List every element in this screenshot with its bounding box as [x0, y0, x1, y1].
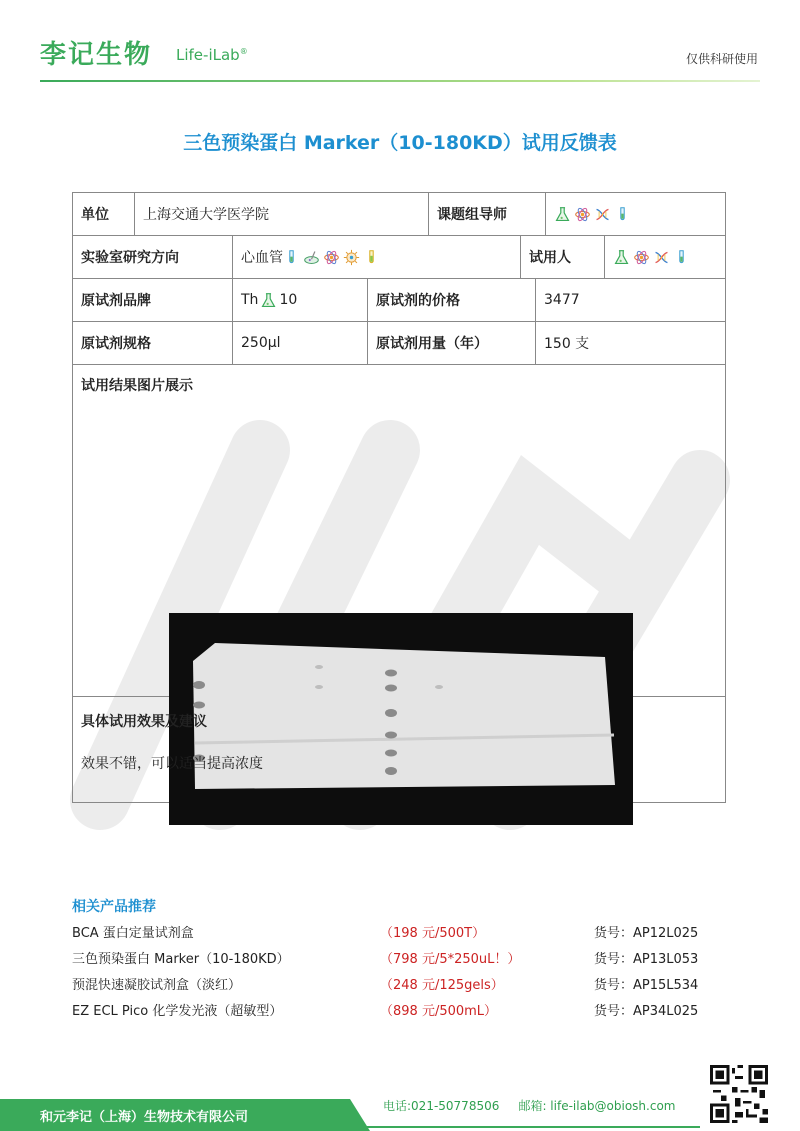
footer-contact: [383, 1097, 675, 1114]
product-code: 货号：AP34L025: [594, 1004, 699, 1019]
unit-label: 单位: [73, 193, 135, 235]
tester-redacted-icons: [613, 249, 690, 266]
product-price: （198 元/500T）: [380, 926, 486, 941]
product-item: [72, 948, 732, 970]
document-title: 三色预染蛋白 Marker（10-180KD）试用反馈表: [183, 132, 617, 154]
feedback-form-table: [72, 192, 726, 803]
spec-label: 原试剂规格: [73, 322, 233, 364]
product-item: [72, 922, 732, 944]
brand-name-cn: 李记生物: [40, 40, 153, 70]
advisor-redacted-icons: [554, 206, 631, 223]
row-brand: [73, 279, 725, 322]
result-image-label: 试用结果图片展示: [81, 378, 193, 394]
product-code: 货号：AP15L534: [594, 978, 699, 993]
flask-icon: [613, 249, 630, 266]
atom-icon: [633, 249, 650, 266]
product-price: （898 元/500mL）: [380, 1004, 498, 1019]
row-result-image: [73, 365, 725, 697]
row-feedback: [73, 697, 725, 802]
lab-direction-label: 实验室研究方向: [73, 236, 233, 278]
unit-value: 上海交通大学医学院: [135, 193, 429, 235]
product-price: （248 元/125gels）: [380, 978, 504, 993]
brand-value: Th 10: [233, 279, 368, 321]
footer-divider: [360, 1126, 700, 1128]
row-spec: [73, 322, 725, 365]
tester-label: 试用人: [521, 236, 605, 278]
petri-dish-icon: [303, 249, 320, 266]
brand-name-en: Life-iLab®: [176, 46, 248, 64]
test-tube-icon: [673, 249, 690, 266]
product-item: [72, 1000, 732, 1022]
recommend-title: 相关产品推荐: [72, 899, 156, 915]
product-item: [72, 974, 732, 996]
atom-icon: [574, 206, 591, 223]
test-tube-icon: [614, 206, 631, 223]
product-name: 三色预染蛋白 Marker（10-180KD）: [72, 952, 290, 967]
usage-value: 150 支: [544, 336, 590, 352]
research-use-note: 仅供科研使用: [685, 52, 758, 66]
dna-icon: [594, 206, 611, 223]
product-code: 货号：AP12L025: [594, 926, 699, 941]
feedback-value: 效果不错，可以适当提高浓度: [81, 756, 263, 772]
lab-direction-value: 心血管: [233, 236, 521, 278]
test-tube-icon: [283, 249, 300, 266]
row-unit: [73, 193, 725, 236]
test-tube-icon: [363, 249, 380, 266]
feedback-label: 具体试用效果及建议: [81, 714, 207, 730]
gear-virus-icon: [343, 249, 360, 266]
footer-email: 邮箱: life-ilab@obiosh.com: [518, 1099, 676, 1113]
product-name: EZ ECL Pico 化学发光液（超敏型）: [72, 1004, 283, 1019]
usage-label: 原试剂用量（年）: [368, 322, 536, 364]
price-value: 3477: [544, 292, 580, 308]
advisor-value: [546, 193, 725, 235]
brand-label: 原试剂品牌: [73, 279, 233, 321]
spec-value: 250μl: [233, 322, 368, 364]
footer-phone: 电话:021-50778506: [383, 1099, 500, 1113]
row-lab-direction: [73, 236, 725, 279]
flask-icon: [260, 292, 277, 309]
tester-value: [605, 236, 725, 278]
flask-icon: [554, 206, 571, 223]
product-price: （798 元/5*250uL！）: [380, 952, 521, 967]
footer-company: 和元李记（上海）生物技术有限公司: [40, 1110, 249, 1125]
qr-code-icon: [710, 1065, 768, 1123]
atom-icon: [323, 249, 340, 266]
product-name: 预混快速凝胶试剂盒（淡红）: [72, 978, 242, 993]
product-code: 货号：AP13L053: [594, 952, 699, 967]
product-name: BCA 蛋白定量试剂盒: [72, 926, 194, 941]
lab-direction-redacted-icons: [283, 249, 380, 266]
dna-icon: [653, 249, 670, 266]
header-divider: [40, 80, 760, 82]
advisor-label: 课题组导师: [429, 193, 546, 235]
price-label: 原试剂的价格: [368, 279, 536, 321]
